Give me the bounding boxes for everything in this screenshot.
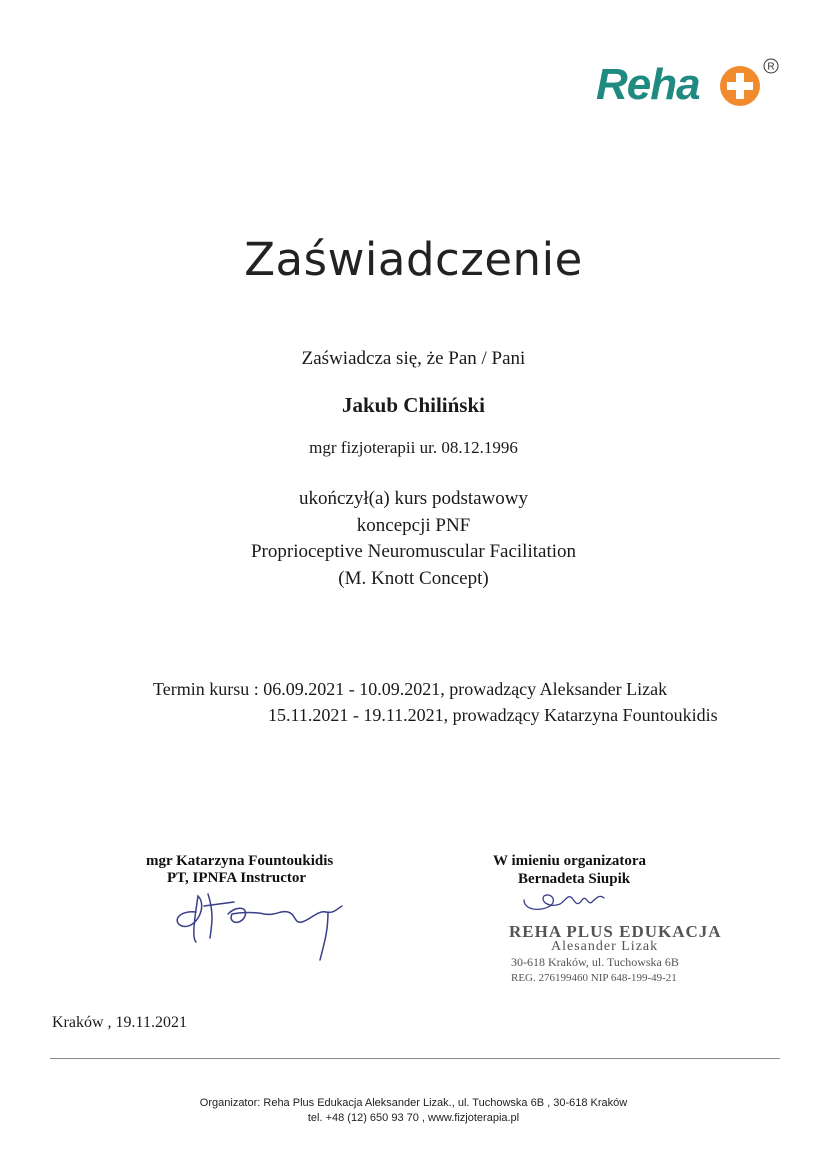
right-signatory-name: Bernadeta Siupik bbox=[518, 871, 631, 887]
course-term-line: Termin kursu : 06.09.2021 - 10.09.2021, prowadzący Aleksander Lizak bbox=[153, 679, 668, 699]
stamp-address: 30-618 Kraków, ul. Tuchowska 6B bbox=[511, 955, 679, 969]
reha-plus-logo bbox=[596, 58, 786, 116]
course-line: ukończył(a) kurs podstawowy bbox=[298, 488, 528, 509]
logo-wordmark: Reha bbox=[596, 60, 700, 109]
left-signatory-role: PT, IPNFA Instructor bbox=[167, 870, 307, 886]
footer-divider bbox=[50, 1058, 780, 1059]
footer-contact-line: tel. +48 (12) 650 93 70 , www.fizjoterapia.pl bbox=[307, 1112, 520, 1124]
course-line: (M. Knott Concept) bbox=[338, 568, 489, 589]
course-term-line: 15.11.2021 - 19.11.2021, prowadzący Katarzyna Fountoukidis bbox=[268, 705, 718, 725]
stamp-company-name: REHA PLUS EDUKACJA bbox=[509, 922, 722, 941]
right-handwritten-signature bbox=[520, 884, 610, 916]
intro-text: Zaświadcza się, że Pan / Pani bbox=[301, 348, 526, 369]
certificate-title: Zaświadczenie bbox=[244, 233, 583, 286]
left-signatory-name: mgr Katarzyna Fountoukidis bbox=[146, 853, 334, 869]
footer-organizer-line: Organizator: Reha Plus Edukacja Aleksander Lizak., ul. Tuchowska 6B , 30-618 Kraków bbox=[199, 1097, 628, 1109]
registered-mark-icon bbox=[763, 58, 779, 74]
stamp-person-name: Alesander Lizak bbox=[551, 939, 659, 954]
stamp-registration: REG. 276199460 NIP 648-199-49-21 bbox=[511, 972, 677, 984]
person-detail: mgr fizjoterapii ur. 08.12.1996 bbox=[309, 438, 518, 457]
place-and-date: Kraków , 19.11.2021 bbox=[52, 1014, 187, 1031]
course-line: Proprioceptive Neuromuscular Facilitation bbox=[250, 541, 577, 562]
left-handwritten-signature bbox=[168, 882, 348, 964]
organizer-heading: W imieniu organizatora bbox=[493, 853, 647, 869]
registered-mark-letter: R bbox=[767, 61, 775, 73]
plus-circle-icon bbox=[718, 64, 762, 108]
person-name: Jakub Chiliński bbox=[341, 393, 485, 417]
course-line: koncepcji PNF bbox=[356, 515, 471, 536]
